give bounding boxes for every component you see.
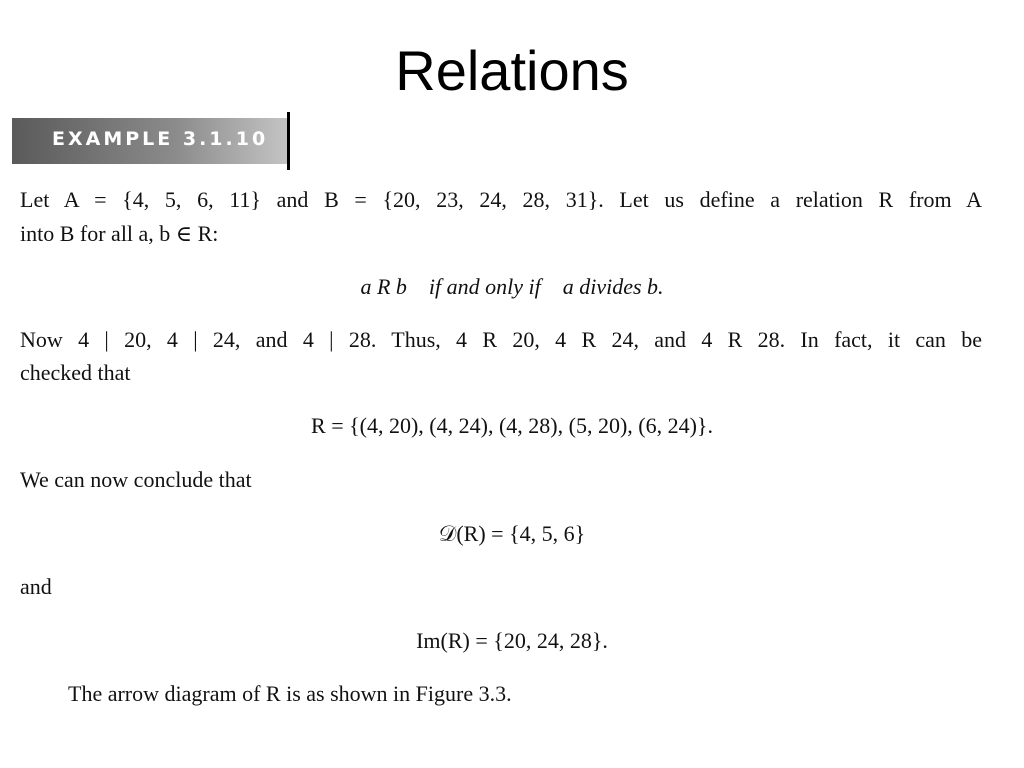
paragraph-line: Let A = {4, 5, 6, 11} and B = {20, 23, 24, 28, 31}. Let us define a relation R from A [20, 187, 982, 212]
math-display: 𝒟(R) = {4, 5, 6} [438, 521, 586, 546]
banner-divider [287, 112, 290, 170]
example-label: EXAMPLE 3.1.10 [52, 128, 269, 150]
math-display: Im(R) = {20, 24, 28}. [416, 628, 608, 653]
paragraph-line: checked that [20, 360, 131, 385]
example-banner [12, 118, 288, 164]
paragraph-line: The arrow diagram of R is as shown in Figure 3.3. [68, 681, 512, 706]
slide-title: Relations [395, 39, 629, 102]
paragraph-line: Now 4 | 20, 4 | 24, and 4 | 28. Thus, 4 R 20, 4 R 24, and 4 R 28. In fact, it can be [20, 327, 982, 352]
paragraph-line: into B for all a, b ∈ R: [20, 221, 219, 246]
math-display: R = {(4, 20), (4, 24), (4, 28), (5, 20), (6, 24)}. [311, 413, 713, 438]
math-display: a R b if and only if a divides b. [360, 274, 664, 299]
paragraph-line: We can now conclude that [20, 467, 252, 492]
paragraph-line: and [20, 574, 52, 599]
